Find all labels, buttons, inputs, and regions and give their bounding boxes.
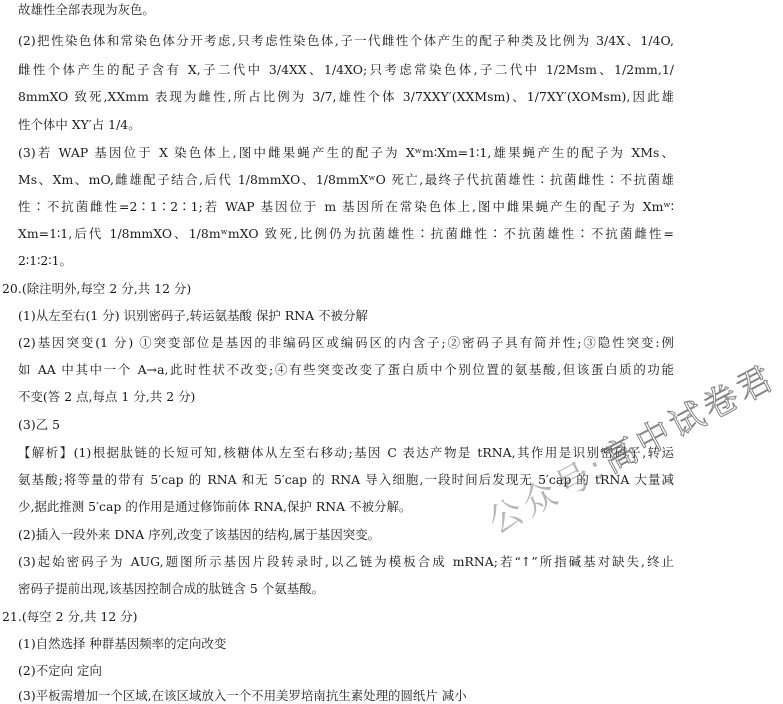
answer-21-3: (3)平板需增加一个区域,在该区域放入一个不用美罗培南抗生素处理的圆纸片 减小 <box>18 688 467 703</box>
text-line-6: (3)若 WAP 基因位于 X 染色体上,图中雌果蝇产生的配子为 Xʷm∶Xm=1∶1,雄果蝇产生的配子为 XMs、 <box>18 145 674 160</box>
text-line-2: (2)把性染色体和常染色体分开考虑,只考虑性染色体,子一代雌性个体产生的配子种类及比例为 3/4X、1/4O, <box>18 33 674 48</box>
answer-20-2: (2)基因突变(1 分) ①突变部位是基因的非编码区或编码区的内含子;②密码子具有简并性;③隐性突变:例 <box>18 335 674 350</box>
analysis-line-6: 密码子提前出现,该基因控制合成的肽链含 5 个氨基酸。 <box>18 581 325 596</box>
watermark-prefix: 公众号: <box>481 446 615 543</box>
answer-21-1: (1)自然选择 种群基因频率的定向改变 <box>18 636 227 651</box>
question-20-header: 20.(除注明外,每空 2 分,共 12 分) <box>2 281 192 296</box>
text-line-3: 雌性个体产生的配子含有 X,子二代中 3/4XX、1/4XO;只考虑常染色体,子二代中 1/2Msm、1/2mm,1/ <box>18 62 674 77</box>
text-line-8: 性∶不抗菌雌性=2∶1∶2∶1;若 WAP 基因位于 m 基因所在常染色体上,图中雌果蝇产生的配子为 Xmʷ∶ <box>18 199 674 214</box>
analysis-line-5: (3)起始密码子为 AUG,题图所示基因片段转录时,以乙链为模板合成 mRNA;若“↑”所指碱基对缺失,终止 <box>18 554 674 569</box>
answer-20-2-note: 不变(答 2 点,每点 1 分,共 2 分) <box>18 389 196 404</box>
text-line-7: Ms、Xm、mO,雌雄配子结合,后代 1/8mmXO、1/8mmXʷO 死亡,最终子代抗菌雄性∶抗菌雌性∶不抗菌雄 <box>18 172 674 187</box>
analysis-line-1: 【解析】(1)根据肽链的长短可知,核糖体从左至右移动;基因 C 表达产物是 tRNA,其作用是识别密码子,转运 <box>18 445 674 460</box>
analysis-line-3: 少,据此推测 5′cap 的作用是通过修饰前体 RNA,保护 RNA 不被分解。 <box>18 499 412 514</box>
answer-20-2-cont: 如 AA 中其中一个 A→a,此时性状不改变;④有些突变改变了蛋白质中个别位置的氨基酸,但该蛋白质的功能 <box>18 362 674 377</box>
analysis-line-4: (2)插入一段外来 DNA 序列,改变了该基因的结构,属于基因突变。 <box>18 527 381 542</box>
answer-20-3: (3)乙 5 <box>18 417 61 432</box>
text-line-1: 故雄性全部表现为灰色。 <box>18 2 155 17</box>
text-line-9: Xm=1∶1,后代 1/8mmXO、1/8mʷmXO 致死,比例仍为抗菌雄性∶抗菌雌性∶不抗菌雄性∶不抗菌雌性= <box>18 226 674 241</box>
answer-21-2: (2)不定向 定向 <box>18 663 102 678</box>
text-line-4: 8mmXO 致死,XXmm 表现为雌性,所占比例为 3/7,雄性个体 3/7XXY′(XXMsm)、1/7XY′(XOMsm),因此雄 <box>18 89 674 104</box>
text-line-10: 2∶1∶2∶1。 <box>18 253 72 268</box>
analysis-line-2: 氨基酸;将等量的带有 5′cap 的 RNA 和无 5′cap 的 RNA 导入细胞,一段时间后发现无 5′cap 的 tRNA 大量减 <box>18 472 674 487</box>
text-line-5: 性个体中 XY′占 1/4。 <box>18 117 141 132</box>
watermark-name: 高中试卷君 <box>596 357 783 482</box>
question-21-header: 21.(每空 2 分,共 12 分) <box>2 609 138 624</box>
answer-20-1: (1)从左至右(1 分) 识别密码子,转运氨基酸 保护 RNA 不被分解 <box>18 308 368 323</box>
